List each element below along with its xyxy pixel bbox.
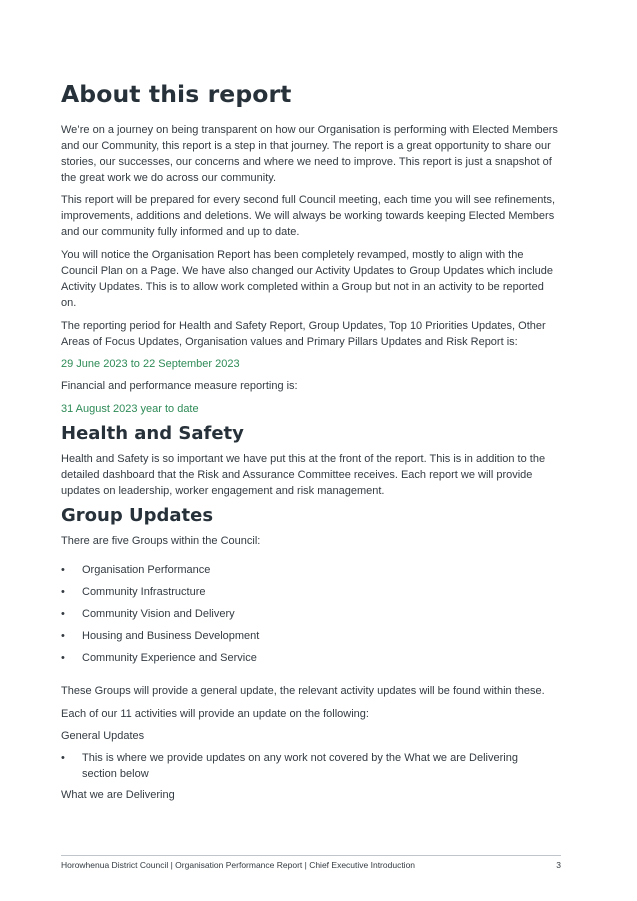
intro-paragraph-1: We’re on a journey on being transparent on how our Organisation is performing with Elected Members and our Community, this report is a step in that journey. The report is a great opportunity to share our stories, our successes, our concerns and where we need to improve. This report is just a snapshot of the great work we do across our community. xyxy=(61,124,558,184)
health-safety-text: Health and Safety is so important we have put this at the front of the report. This is in addition to the detailed dashboard that the Risk and Assurance Committee receives. Each report we will provide updates on leadership, worker engagement and risk management. xyxy=(61,453,546,497)
groups-after-text-1: These Groups will provide a general update, the relevant activity updates will be found within these. xyxy=(61,685,545,697)
financial-label: Financial and performance measure reporting is: xyxy=(61,380,298,392)
health-safety-heading: Health and Safety xyxy=(61,423,244,444)
general-updates-list xyxy=(61,750,561,788)
groups-after-text-2: Each of our 11 activities will provide an update on the following: xyxy=(61,708,369,720)
group-updates-heading: Group Updates xyxy=(61,505,214,526)
bullet-icon: • xyxy=(61,630,65,642)
intro-paragraph-3: You will notice the Organisation Report has been completely revamped, mostly to align with the Council Plan on a Page. We have also changed our Activity Updates to Group Updates which include Activity Updates. This is to allow work completed within a Group but not in an activity to be reported on. xyxy=(61,249,554,309)
footer-divider xyxy=(61,855,561,856)
footer-text: Horowhenua District Council | Organisation Performance Report | Chief Executive Introduction xyxy=(61,860,416,870)
bullet-icon: • xyxy=(61,652,65,664)
groups-intro: There are five Groups within the Council: xyxy=(61,535,261,547)
reporting-period: 29 June 2023 to 22 September 2023 xyxy=(61,358,240,370)
groups-list xyxy=(61,562,561,672)
list-item: • Organisation Performance xyxy=(61,564,211,576)
list-item: • Community Vision and Delivery xyxy=(61,608,235,620)
delivering-label: What we are Delivering xyxy=(61,789,175,801)
list-item: • Housing and Business Development xyxy=(61,630,260,642)
bullet-icon: • xyxy=(61,752,65,764)
bullet-icon: • xyxy=(61,586,65,598)
list-item: • This is where we provide updates on any work not covered by the What we are Delivering section below xyxy=(61,752,518,780)
bullet-icon: • xyxy=(61,608,65,620)
page-title: About this report xyxy=(61,80,292,108)
intro-paragraph-2: This report will be prepared for every second full Council meeting, each time you will see refinements, improvements, additions and deletions. We will always be working towards keeping Elected Members and our community fully informed and up to date. xyxy=(61,194,556,238)
bullet-icon: • xyxy=(61,564,65,576)
financial-period: 31 August 2023 year to date xyxy=(61,403,199,415)
list-item: • Community Infrastructure xyxy=(61,586,206,598)
general-updates-label: General Updates xyxy=(61,730,145,742)
list-item: • Community Experience and Service xyxy=(61,652,257,664)
page-number: 3 xyxy=(556,860,561,870)
page-footer xyxy=(61,860,561,870)
intro-paragraph-4: The reporting period for Health and Safety Report, Group Updates, Top 10 Priorities Updates, Other Areas of Focus Updates, Organisation values and Primary Pillars Updates and Risk Report is: xyxy=(61,320,546,348)
